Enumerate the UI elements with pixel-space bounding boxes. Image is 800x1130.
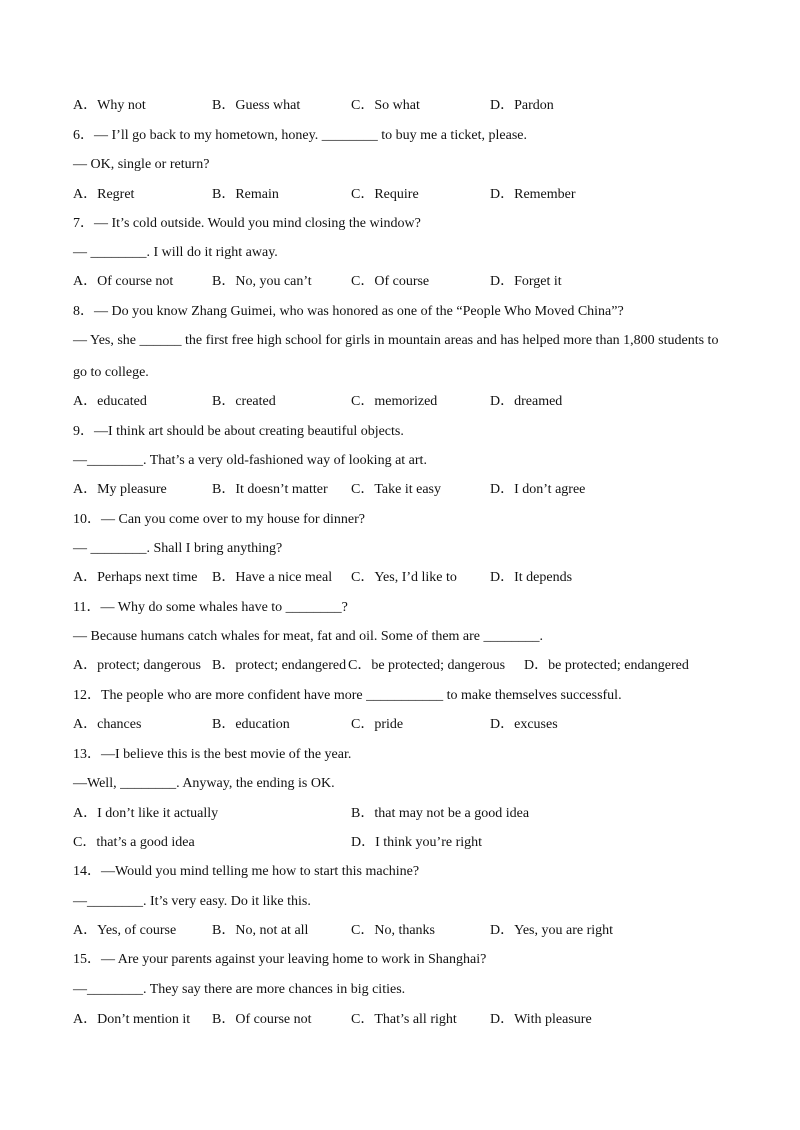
q10-option-c: C．Yes, I’d like to	[351, 570, 457, 585]
q9-reply: —________. That’s a very old-fashioned way of looking at art.	[73, 453, 427, 468]
q15-option-c: C．That’s all right	[351, 1012, 457, 1027]
q8-reply-line-2: go to college.	[73, 365, 149, 380]
q11-option-b: B．protect; endangered	[212, 658, 347, 673]
q8-option-a: A．educated	[73, 394, 147, 409]
q10-option-b: B．Have a nice meal	[212, 570, 333, 585]
q7-stem: 7．— It’s cold outside. Would you mind closing the window?	[73, 216, 421, 231]
q6-reply: — OK, single or return?	[73, 157, 210, 172]
q9-option-b: B．It doesn’t matter	[212, 482, 328, 497]
q13-stem: 13．—I believe this is the best movie of the year.	[73, 747, 352, 762]
q5-option-a: A．Why not	[73, 98, 146, 113]
q8-option-c: C．memorized	[351, 394, 438, 409]
q15-option-a: A．Don’t mention it	[73, 1012, 191, 1027]
q15-option-b: B．Of course not	[212, 1012, 312, 1027]
q5-option-c: C．So what	[351, 98, 420, 113]
q8-option-b: B．created	[212, 394, 276, 409]
q6-option-b: B．Remain	[212, 187, 279, 202]
q7-option-b: B．No, you can’t	[212, 274, 312, 289]
q9-option-c: C．Take it easy	[351, 482, 441, 497]
q8-reply-line-1: — Yes, she ______ the first free high school for girls in mountain areas and has helped more than 1,800 students to	[73, 333, 719, 348]
q5-option-b: B．Guess what	[212, 98, 301, 113]
q7-option-d: D．Forget it	[490, 274, 562, 289]
q14-option-a: A．Yes, of course	[73, 923, 177, 938]
q15-reply: —________. They say there are more chances in big cities.	[73, 982, 406, 997]
q11-option-c: C．be protected; dangerous	[348, 658, 506, 673]
q15-option-d: D．With pleasure	[490, 1012, 592, 1027]
q14-reply: —________. It’s very easy. Do it like this.	[73, 894, 311, 909]
q5-option-d: D．Pardon	[490, 98, 554, 113]
q12-option-b: B．education	[212, 717, 290, 732]
q11-option-d: D．be protected; endangered	[524, 658, 689, 673]
q13-option-a: A．I don’t like it actually	[73, 806, 219, 821]
q7-option-a: A．Of course not	[73, 274, 174, 289]
q14-option-c: C．No, thanks	[351, 923, 435, 938]
q13-option-c: C．that’s a good idea	[73, 835, 195, 850]
q6-stem: 6．— I’ll go back to my hometown, honey. ________ to buy me a ticket, please.	[73, 128, 528, 143]
q7-reply: — ________. I will do it right away.	[73, 245, 278, 260]
q11-reply: — Because humans catch whales for meat, fat and oil. Some of them are ________.	[73, 629, 544, 644]
q15-stem: 15．— Are your parents against your leaving home to work in Shanghai?	[73, 952, 487, 967]
q14-option-b: B．No, not at all	[212, 923, 309, 938]
q10-reply: — ________. Shall I bring anything?	[73, 541, 283, 556]
q9-option-d: D．I don’t agree	[490, 482, 586, 497]
q6-option-c: C．Require	[351, 187, 419, 202]
q9-option-a: A．My pleasure	[73, 482, 167, 497]
q9-stem: 9．—I think art should be about creating beautiful objects.	[73, 424, 404, 439]
q12-stem: 12．The people who are more confident have more ___________ to make themselves successful.	[73, 688, 622, 703]
q13-option-b: B．that may not be a good idea	[351, 806, 530, 821]
q10-stem: 10．— Can you come over to my house for dinner?	[73, 512, 365, 527]
q11-stem: 11．— Why do some whales have to ________?	[73, 600, 348, 615]
q10-option-d: D．It depends	[490, 570, 573, 585]
q6-option-d: D．Remember	[490, 187, 576, 202]
q10-option-a: A．Perhaps next time	[73, 570, 198, 585]
q11-option-a: A．protect; dangerous	[73, 658, 201, 673]
q12-option-c: C．pride	[351, 717, 404, 732]
q14-stem: 14．—Would you mind telling me how to start this machine?	[73, 864, 420, 879]
q12-option-a: A．chances	[73, 717, 142, 732]
q8-option-d: D．dreamed	[490, 394, 563, 409]
q7-option-c: C．Of course	[351, 274, 430, 289]
q12-option-d: D．excuses	[490, 717, 558, 732]
q13-reply: —Well, ________. Anyway, the ending is OK.	[73, 776, 335, 791]
q14-option-d: D．Yes, you are right	[490, 923, 614, 938]
q8-stem: 8．— Do you know Zhang Guimei, who was honored as one of the “People Who Moved China”?	[73, 304, 624, 319]
q13-option-d: D．I think you’re right	[351, 835, 483, 850]
q6-option-a: A．Regret	[73, 187, 135, 202]
